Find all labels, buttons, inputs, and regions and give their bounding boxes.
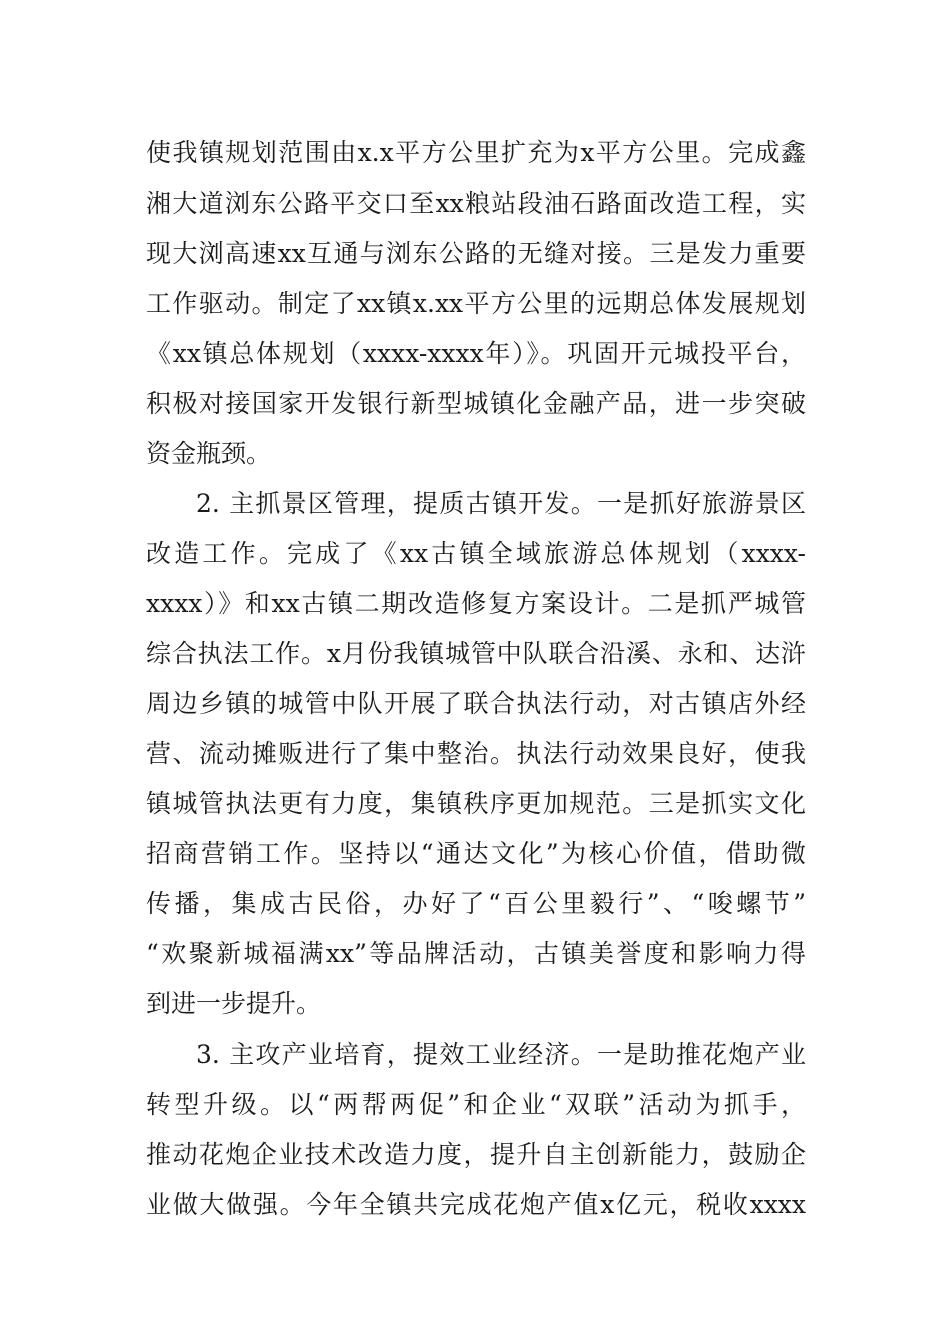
body-text-line: 推动花炮企业技术改造力度，提升自主创新能力，鼓励企	[146, 1140, 806, 1169]
body-text-line: 营、流动摊贩进行了集中整治。执法行动效果良好，使我	[146, 739, 806, 768]
body-text-line: 周边乡镇的城管中队开展了联合执法行动，对古镇店外经	[146, 689, 806, 718]
body-text-line: 改造工作。完成了《xx古镇全域旅游总体规划（xxxx-	[146, 539, 806, 568]
body-text-line: 工作驱动。制定了xx镇x.xx平方公里的远期总体发展规划	[146, 289, 806, 318]
body-text-line: 综合执法工作。x月份我镇城管中队联合沿溪、永和、达浒	[146, 639, 806, 668]
body-text-line: 到进一步提升。	[146, 989, 322, 1018]
body-text-line: 业做大做强。今年全镇共完成花炮产值x亿元，税收xxxx	[146, 1190, 806, 1219]
body-text-line: 现大浏高速xx互通与浏东公路的无缝对接。三是发力重要	[146, 239, 806, 268]
body-text-line: 《xx镇总体规划（xxxx-xxxx年）》。巩固开元城投平台，	[146, 339, 806, 368]
paragraph-heading-line: 2. 主抓景区管理，提质古镇开发。一是抓好旅游景区	[196, 489, 806, 518]
body-text-line: 资金瓶颈。	[146, 439, 272, 468]
body-text-line: xxxx）》和xx古镇二期改造修复方案设计。二是抓严城管	[146, 589, 806, 618]
paragraph-heading-line: 3. 主攻产业培育，提效工业经济。一是助推花炮产业	[196, 1040, 806, 1069]
body-text-line: “欢聚新城福满xx”等品牌活动，古镇美誉度和影响力得	[146, 939, 806, 968]
body-text-line: 湘大道浏东公路平交口至xx粮站段油石路面改造工程，实	[146, 189, 806, 218]
body-text-line: 招商营销工作。坚持以“通达文化”为核心价值，借助微	[146, 839, 806, 868]
body-text-line: 转型升级。以“两帮两促”和企业“双联”活动为抓手，	[146, 1090, 806, 1119]
body-text-line: 传播，集成古民俗，办好了“百公里毅行”、“唆螺节”	[146, 889, 806, 918]
body-text-line: 积极对接国家开发银行新型城镇化金融产品，进一步突破	[146, 389, 806, 418]
body-text-line: 镇城管执法更有力度，集镇秩序更加规范。三是抓实文化	[146, 789, 806, 818]
body-text-line: 使我镇规划范围由x.x平方公里扩充为x平方公里。完成鑫	[146, 138, 806, 167]
